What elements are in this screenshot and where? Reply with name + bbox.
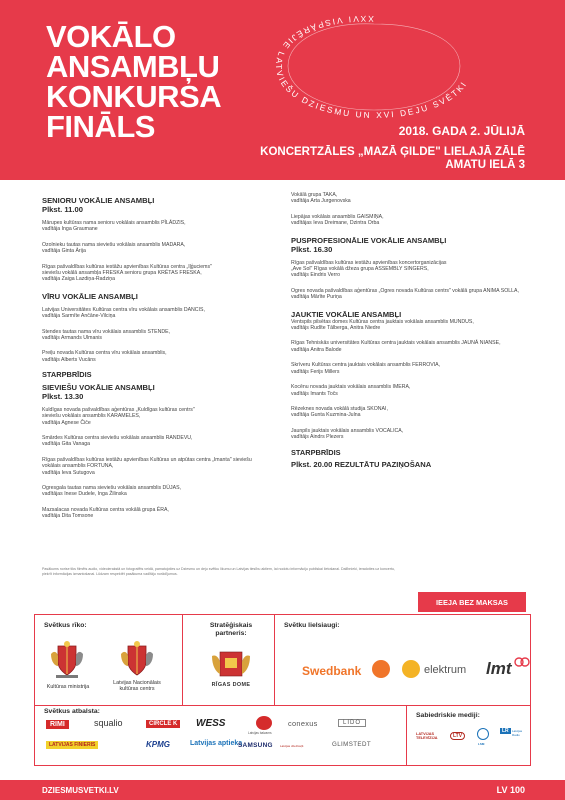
- footer-bar: [0, 780, 565, 800]
- filming-notice: Pasākums norise tiks filmēts audio, videoierakstā un fotografēts veidā, pamatojoties uz Dziesmu un deju svētku likumu un Latvijas tiesību aktiem, lai nodotu informāciju publiskai lietošanai. Dalībnieki, ieradoties uz koncertu, piekrīt informācijas izmantošanai. Lūdzam respektēt pasākuma vadītāju norādījumus.: [42, 567, 395, 576]
- list-item: Ozolnieku tautas nama sieviešu vokālais ansamblis MADARA, vadītāja Ginta Ārija: [42, 241, 186, 255]
- supporter-kpmg: KPMG: [146, 740, 170, 749]
- section-title-men: VĪRU VOKĀLIE ANSAMBĻI: [42, 291, 138, 301]
- section-time-semipro: Plkst. 16.30: [291, 244, 333, 254]
- event-venue: [260, 146, 525, 172]
- list-item: Ventspils pilsētas domes Kultūras centra jauktais vokālais ansamblis MUNDUS, vadītājs Rudīte Tālberga, Anitra Niedre: [291, 318, 474, 332]
- list-item: Kuldīgas novada pašvaldības aģentūras „Kuldīgas kultūras centrs" sieviešu vokālais ansamblis KARAMELES, vadītāja Agnese Čiče: [42, 406, 195, 426]
- section-time-seniors: Plkst. 11.00: [42, 205, 83, 214]
- list-item: Jaunpils jauktais vokālais ansamblis VOCALICA, vadītājs Aindrs Plezers: [291, 427, 404, 441]
- program-left-column: [42, 190, 292, 529]
- list-item: Latvijas Universitātes Kultūras centra vīru vokālais ansamblis DANCIS, vadītāja Sarmīte Ančāne-Vilciņa: [42, 306, 205, 320]
- list-item: Stendes tautas nama vīru vokālais ansamblis STENDE, vadītājs Armands Ulmanis: [42, 328, 171, 342]
- media-ltv: LTV: [450, 732, 465, 740]
- supporter-wess: WESS: [196, 718, 226, 729]
- program-right-column: [291, 192, 541, 469]
- list-item: Rīgas Tehniskās universitātes Kultūras centra jauktais vokālais ansamblis JAUNĀ NIANSE, vadītāja Anitra Balode: [291, 340, 501, 353]
- list-item: Liepājas vokālais ansamblis GAISMIŅA, vadītājas Ieva Dreimane, Dzintra Orba: [291, 213, 384, 227]
- event-date: 2018. GADA 2. JŪLIJĀ: [398, 124, 525, 138]
- supporter-conexus: conexus: [288, 719, 318, 728]
- list-item: Rēzeknes novada vokālā studija SKONAI, vadītāja Gunta Kuzmina-Julna: [291, 405, 388, 419]
- supporter-lido: LIDO: [338, 719, 366, 727]
- media-latvijas-radio: Latvijas Radio: [512, 729, 523, 737]
- festival-ring-emblem: [258, 6, 490, 128]
- supporter-rimi: RIMI: [46, 720, 69, 729]
- intermission-label: STARPBRĪDIS: [42, 370, 92, 380]
- list-item: Rīgas pašvaldības kultūras iestāžu apvienības Kultūras centra „Iļģuciems" sieviešu vokālā ansambļa FRESKA senioru grupa KRĒTAS FRESKA, vadītāja Zaiga Lazdiņa-Radziņa: [42, 263, 212, 283]
- sponsor-swedbank: [302, 664, 361, 678]
- title-line-1: VOKĀLO: [46, 19, 176, 54]
- supporter-latvijas-aptieka: Latvijas aptieka: [190, 740, 243, 747]
- section-title-semipro: PUSPROFESIONĀLIE VOKĀLIE ANSAMBĻI: [291, 235, 447, 245]
- list-item: Preiļu novada Kultūras centra vīru vokālais ansamblis, vadītājs Alberts Vucāns: [42, 350, 167, 363]
- org-ministry-caption: Kultūras ministrija: [46, 684, 90, 690]
- results-announcement: Plkst. 20.00 REZULTĀTU PAZIŅOŠANA: [291, 459, 432, 469]
- elektrum-logo-icon: [402, 660, 420, 678]
- supporter-samsung: SAMSUNG: [238, 742, 273, 749]
- sponsor-swedbank-label: Swedbank: [302, 664, 362, 678]
- lmt-logo-icon: [514, 656, 530, 668]
- ministry-coat-of-arms-icon: [48, 640, 86, 680]
- header-banner: [0, 0, 565, 180]
- sponsor-lmt: lmt: [486, 659, 512, 678]
- supporter-circle-k: CIRCLE K: [146, 720, 180, 728]
- free-entry-badge: IEEJA BEZ MAKSAS: [418, 592, 526, 612]
- intermission-label: STARPBRĪDIS: [291, 447, 341, 457]
- ring-text: XXVI VISPĀRĒJIE LATVIEŠU DZIESMU UN XVI DEJU SVĒTKI: [273, 13, 470, 121]
- list-item: Rīgas pašvaldības kultūras iestāžu apvienības Kultūras un atpūtas centra „Imanta" sieviešu vokālais ansamblis FORTUNA, vadītāja Ieva Sutugova: [42, 456, 252, 476]
- media-lr: LR: [502, 728, 509, 734]
- festival-website-link[interactable]: DZIESMUSVETKI.LV: [42, 786, 119, 795]
- list-item: Kocēnu novada jauktais vokālais ansamblis IMERA, vadītājs Imants Točs: [291, 384, 411, 397]
- section-title-seniors: SENIORU VOKĀLIE ANSAMBĻI: [42, 196, 155, 205]
- supporters-label: Svētkus atbalsta:: [44, 708, 100, 715]
- poster-title: [46, 19, 222, 144]
- list-item: Ogres novada pašvaldības aģentūras „Ogres novada Kultūras centrs" vokālā grupa ANIMA SOLLA, vadītāja Mārīte Puriņa: [291, 287, 519, 301]
- media-label: Sabiedriskie mediji:: [416, 712, 480, 719]
- list-item: Mārupes kultūras nama senioru vokālais ansamblis PĪLĀDZIS, vadītāja Inga Graumane: [42, 220, 186, 233]
- organizers-label: Svētkus rīko:: [44, 622, 87, 629]
- latvijas-balzams-logo-icon: [256, 716, 272, 730]
- venue-line-2: AMATU IELĀ 3: [445, 159, 525, 171]
- list-item: Vokālā grupa TAKA, vadītāja Arta Jurgenovska: [291, 192, 351, 205]
- section-title-mixed: JAUKTIE VOKĀLIE ANSAMBĻI: [291, 309, 402, 319]
- media-ltv-full: LATVIJAS TELEVĪZIJA: [416, 732, 438, 741]
- list-item: Smārdes Kultūras centra sieviešu vokālais ansamblis RANDEVU, vadītāja Gita Vanaga: [42, 434, 193, 448]
- list-item: Rīgas pašvaldības kultūras iestāžu apvienības koncertorganizācijas „Ave Sol" Rīgas vokālā džeza grupa ASSEMBLY SINGERS, vadītājs Eindris Verro: [291, 259, 447, 279]
- venue-line-1: KONCERTZĀLES „MAZĀ ĢILDE" LIELAJĀ ZĀLĒ: [260, 146, 525, 158]
- supporter-latvijas-dzelzcels: Latvijas dzelzceļš: [280, 744, 304, 748]
- list-item: Skrīveru Kultūras centra jauktais vokālais ansamblis FERROVIA, vadītājs Ferijs Millers: [291, 362, 441, 375]
- riga-city-coat-of-arms-icon: [210, 648, 252, 680]
- general-sponsors-label: Svētku lielsiaugi:: [284, 622, 340, 629]
- org-nkc-caption: Latvijas Nacionālais kultūras centrs: [113, 680, 161, 693]
- strategic-partner-label: Stratēģiskais partneris:: [209, 622, 253, 637]
- panel-divider: [182, 614, 183, 706]
- section-time-women: Plkst. 13.30: [42, 391, 84, 401]
- swedbank-logo-icon: [372, 660, 390, 678]
- supporter-latvijas-balzams: Latvijas balzams: [248, 731, 272, 735]
- list-item: Ogresgala tautas nama sieviešu vokālais ansamblis DŪJAS, vadītājas Inese Dudele, Inga Žilinska: [42, 484, 181, 498]
- media-lsm: LSM: [478, 742, 485, 746]
- list-item: Mazsalacas novada Kultūras centra vokālā grupa ĒRA, vadītāja Dita Tomsone: [42, 506, 169, 520]
- nkc-coat-of-arms-icon: [118, 640, 156, 680]
- title-line-3: KONKURSA: [46, 79, 222, 114]
- title-line-4: FINĀLS: [46, 109, 155, 144]
- lv100-logo: LV 100: [496, 785, 525, 795]
- supporter-glimstedt: GLIMSTEDT: [332, 741, 372, 748]
- panel-divider: [406, 706, 407, 766]
- svg-text:XXVI VISPĀRĒJIE LATVIEŠU DZIES: [274, 14, 469, 120]
- panel-divider: [274, 614, 275, 706]
- sponsor-elektrum: elektrum: [424, 664, 467, 676]
- lsm-logo-icon: [477, 728, 489, 740]
- section-title-women: SIEVIEŠU VOKĀLIE ANSAMBĻI: [42, 382, 155, 392]
- supporter-latvijas-finieris: LATVIJAS FINIERIS: [46, 741, 98, 749]
- title-line-2: ANSAMBĻU: [46, 49, 220, 84]
- strategic-partner-name: RĪGAS DOME: [211, 682, 251, 688]
- supporter-squalio: squalio: [94, 718, 123, 728]
